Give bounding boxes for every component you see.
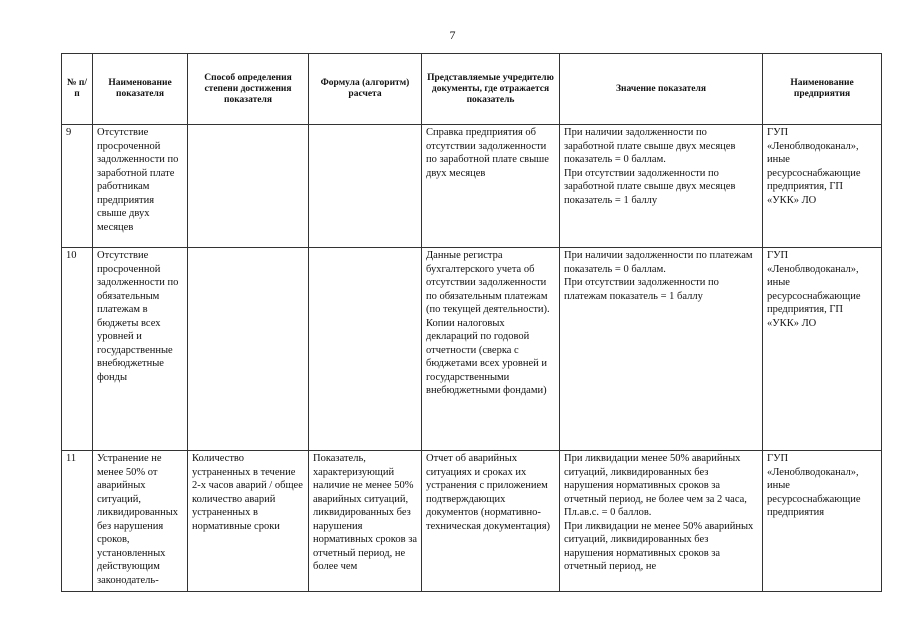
header-method: Способ определения степени достижения показателя <box>188 54 309 125</box>
documents-text: Отчет об аварийных ситуациях и сроках их устранения с приложением подтверждающих документов (нормативно-техническая документация) <box>426 453 551 532</box>
table-header-row <box>62 54 882 125</box>
method-cell <box>188 125 309 248</box>
header-documents: Представляемые учредителю документы, где отражается показатель <box>422 54 560 125</box>
indicator-name <box>93 451 188 592</box>
row-number: 9 <box>62 125 93 248</box>
method-cell <box>188 451 309 592</box>
table-row <box>62 125 882 248</box>
indicator-name-text: Устранение не менее 50% от аварийных ситуаций, ликвидированных без нарушения сроков, установленных действующим законодатель- <box>97 453 179 586</box>
value-text: При отсутствии задолженности по заработной плате свыше двух месяцев показатель = 1 баллу <box>564 167 736 206</box>
documents-clip <box>426 452 555 590</box>
indicator-name: Отсутствие просроченной задолженности по обязательным платежам в бюджеты всех уровней и государственные внебюджетные фонды <box>93 248 188 451</box>
value-text: При наличии задолженности по заработной плате свыше двух месяцев показатель = 0 баллам. <box>564 127 736 165</box>
enterprise-cell <box>763 451 882 592</box>
header-value: Значение показателя <box>560 54 763 125</box>
enterprise-text: ГУП «Леноблводоканал», иные ресурсоснабжающие предприятия <box>767 453 861 518</box>
documents-text: Копии налоговых деклараций по годовой отчетности (сверка с бюджетами всех уровней и государственными внебюджетными фондами) <box>426 317 547 396</box>
value-text: При ликвидации менее 50% аварийных ситуаций, ликвидированных без нарушения нормативных сроков за отчетный период, не более чем за 2 часа, Пл.ав.с. = 0 баллов. <box>564 453 747 518</box>
indicator-name: Отсутствие просроченной задолженности по заработной плате работникам предприятия свыше двух месяцев <box>93 125 188 248</box>
enterprise-cell: ГУП «Леноблводоканал», иные ресурсоснабжающие предприятия, ГП «УКК» ЛО <box>763 248 882 451</box>
value-clip <box>564 452 758 590</box>
documents-text: Данные регистра бухгалтерского учета об отсутствии задолженности по обязательным платежам (по текущей деятельности). <box>426 250 550 315</box>
value-text: При наличии задолженности по платежам показатель = 0 баллам. <box>564 250 753 275</box>
value-text: При отсутствии задолженности по платежам показатель = 1 баллу <box>564 277 719 302</box>
enterprise-cell: ГУП «Леноблводоканал», иные ресурсоснабжающие предприятия, ГП «УКК» ЛО <box>763 125 882 248</box>
formula-cell <box>309 451 422 592</box>
value-cell <box>560 125 763 248</box>
method-text: Количество устраненных в течение 2-х часов аварий / общее количество аварий устраненных в нормативные сроки <box>192 453 303 532</box>
page-number: 7 <box>449 28 456 42</box>
documents-cell <box>422 248 560 451</box>
method-cell <box>188 248 309 451</box>
row-number: 10 <box>62 248 93 451</box>
formula-cell <box>309 125 422 248</box>
value-cell <box>560 451 763 592</box>
row-number: 11 <box>62 451 93 592</box>
value-text: При ликвидации не менее 50% аварийных ситуаций, ликвидированных без нарушения нормативных сроков за отчетный период, не <box>564 520 754 572</box>
header-name: Наименование показателя <box>93 54 188 125</box>
header-formula: Формула (алгоритм) расчета <box>309 54 422 125</box>
documents-cell <box>422 451 560 592</box>
table-row <box>62 248 882 451</box>
table-row <box>62 451 882 592</box>
value-cell <box>560 248 763 451</box>
header-enterprise: Наименование предприятия <box>763 54 882 125</box>
formula-text: Показатель, характеризующий наличие не менее 50% аварийных ситуаций, ликвидированных без нарушения нормативных сроков за отчетный период, не более чем <box>313 453 417 572</box>
indicators-table <box>61 53 882 592</box>
formula-cell <box>309 248 422 451</box>
documents-text: Справка предприятия об отсутствии задолженности по заработной плате свыше двух месяцев <box>426 127 549 179</box>
header-num: № п/п <box>62 54 93 125</box>
documents-cell <box>422 125 560 248</box>
